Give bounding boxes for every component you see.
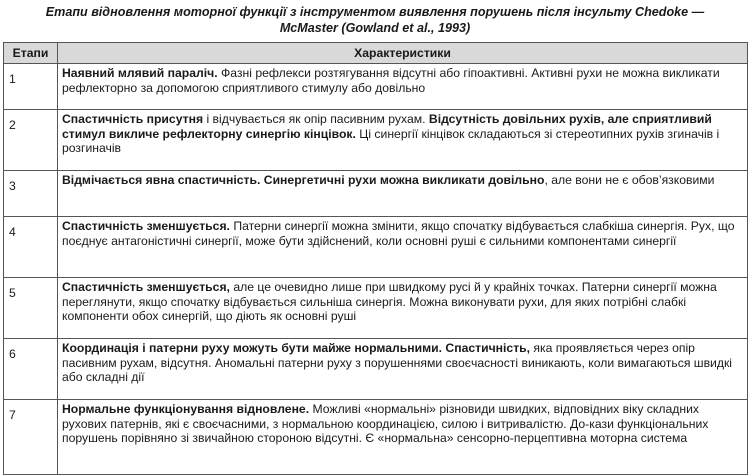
description-text: яка проявляється через опір пасивним рухам, відсутня. Аномальні патерни руху з порушеннями своєчасності виникають, коли вимагаються швидкі або складні дії [62, 341, 733, 385]
description-text: Патерни синергії можна змінити, якщо спочатку відбувається слабкіша синергія. Рух, що поєднує антагоністичні синергії, може бути здійснений, коли основні руші є сильними компонентами синергії [62, 219, 735, 248]
description-text: і відчувається як опір пасивним рухам. [203, 112, 429, 126]
stage-number: 4 [4, 217, 58, 278]
table-row [4, 278, 748, 339]
stage-description [58, 217, 748, 278]
description-bold: Нормальне функціонування відновлене. [62, 402, 310, 416]
description-bold: Спастичність зменшується. [62, 219, 230, 233]
stage-number: 2 [4, 110, 58, 171]
stage-description [58, 64, 748, 110]
description-bold: Наявний млявий параліч. [62, 66, 218, 80]
description-text: Можливі «нормальні» різновиди швидких, відповідних віку складних рухових патернів, які є своєчасними, з нормальною координацією, силою і витривалістю. До-кази функціональних порушень порівняно зі звичайною стороною відсутні. Є «нормальна» сенсорно-перцептивна моторна система [62, 402, 709, 446]
table-row [4, 339, 748, 400]
stage-number: 6 [4, 339, 58, 400]
stage-description [58, 278, 748, 339]
stage-number: 3 [4, 171, 58, 217]
table-row [4, 217, 748, 278]
table-header-row [4, 43, 748, 64]
caption-line-1: Етапи відновлення моторної функції з інструментом виявлення порушень після інсульту Chedoke — [45, 5, 705, 19]
description-text: Фазні рефлекси розтягування відсутні або гіпоактивні. Активні рухи не можна викликати рефлекторно за допомогою сприятливого стимулу або довільно [62, 66, 720, 95]
description-bold: Координація і патерни руху можуть бути майже нормальними. Спастичність, [62, 341, 531, 355]
table-caption [3, 4, 747, 36]
stage-description [58, 110, 748, 171]
table-row [4, 110, 748, 171]
stage-number: 5 [4, 278, 58, 339]
description-text: , але вони не є обов’язковими [544, 173, 715, 187]
description-bold: Спастичність присутня [62, 112, 204, 126]
table-row [4, 171, 748, 217]
stage-number: 1 [4, 64, 58, 110]
caption-line-2: McMaster (Gowland et al., 1993) [279, 21, 471, 35]
table-row [4, 64, 748, 110]
description-bold: Спастичність зменшується, [62, 280, 230, 294]
description-bold: Відмічається явна спастичність. Синергетичні рухи можна викликати довільно [62, 173, 545, 187]
description-text: але це очевидно лише при швидкому русі й у крайніх точках. Патерни синергії можна переглянути, якщо спочатку відбувається сильніша синергія. Можна виконувати рухи, для яких потрібні слабкі компоненти обох синергій, що діють як основні руші [62, 280, 717, 324]
stage-number: 7 [4, 400, 58, 475]
header-characteristics: Характеристики [58, 43, 748, 64]
description-bold-2: Відсутність довільних рухів, але сприятливий стимул викличе рефлекторну синергію кінцівок. [62, 112, 712, 141]
description-text-2: Ці синергії кінцівок складаються зі стереотипних рухів згиначів і розгиначів [62, 126, 720, 156]
header-stages: Етапи [4, 43, 58, 64]
stage-description [58, 171, 748, 217]
stage-description [58, 339, 748, 400]
stages-table [3, 42, 748, 475]
